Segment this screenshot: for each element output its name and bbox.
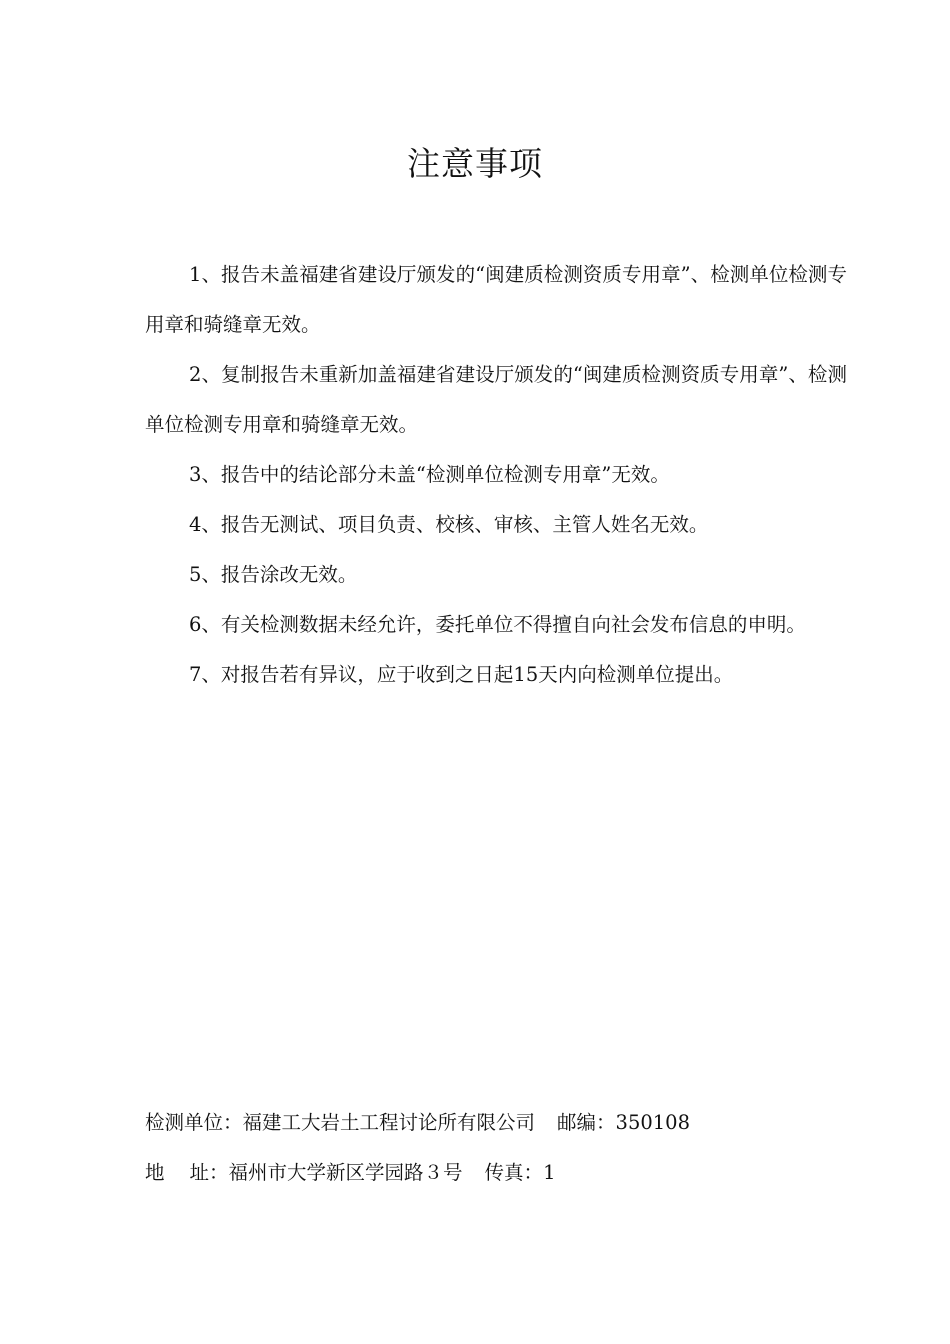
- page-title: 注意事项: [407, 144, 543, 183]
- postcode-value: 350108: [615, 1111, 690, 1134]
- note-item-5: 5、报告涂改无效。: [189, 563, 358, 586]
- fax-label: 传真：: [484, 1161, 544, 1184]
- footer-unit-line: [145, 1098, 847, 1148]
- fax-value: 1: [543, 1161, 556, 1184]
- address-label-1: 地: [145, 1161, 165, 1184]
- unit-label: 检测单位：: [145, 1111, 243, 1134]
- note-item-4: 4、报告无测试、项目负责、校核、审核、主管人姓名无效。: [189, 513, 709, 536]
- unit-value: 福建工大岩土工程讨论所有限公司: [242, 1111, 536, 1134]
- note-item-3: 3、报告中的结论部分未盖“检测单位检测专用章”无效。: [189, 463, 670, 486]
- note-item-6: 6、有关检测数据未经允许，委托单位不得擅自向社会发布信息的申明。: [189, 613, 806, 636]
- notes-list: [145, 250, 847, 700]
- note-item-2: 2、复制报告未重新加盖福建省建设厅颁发的“闽建质检测资质专用章”、检测单位检测专用章和骑缝章无效。: [145, 363, 847, 436]
- postcode-label: 邮编：: [557, 1111, 616, 1134]
- footer-info: [145, 1098, 847, 1198]
- address-label-2: 址：: [189, 1161, 229, 1184]
- address-value: 福州市大学新区学园路３号: [228, 1161, 463, 1184]
- note-item-1: 1、报告未盖福建省建设厅颁发的“闽建质检测资质专用章”、检测单位检测专用章和骑缝章无效。: [145, 263, 847, 336]
- note-item-7: 7、对报告若有异议，应于收到之日起15天内向检测单位提出。: [189, 663, 734, 686]
- footer-address-line: [145, 1148, 847, 1198]
